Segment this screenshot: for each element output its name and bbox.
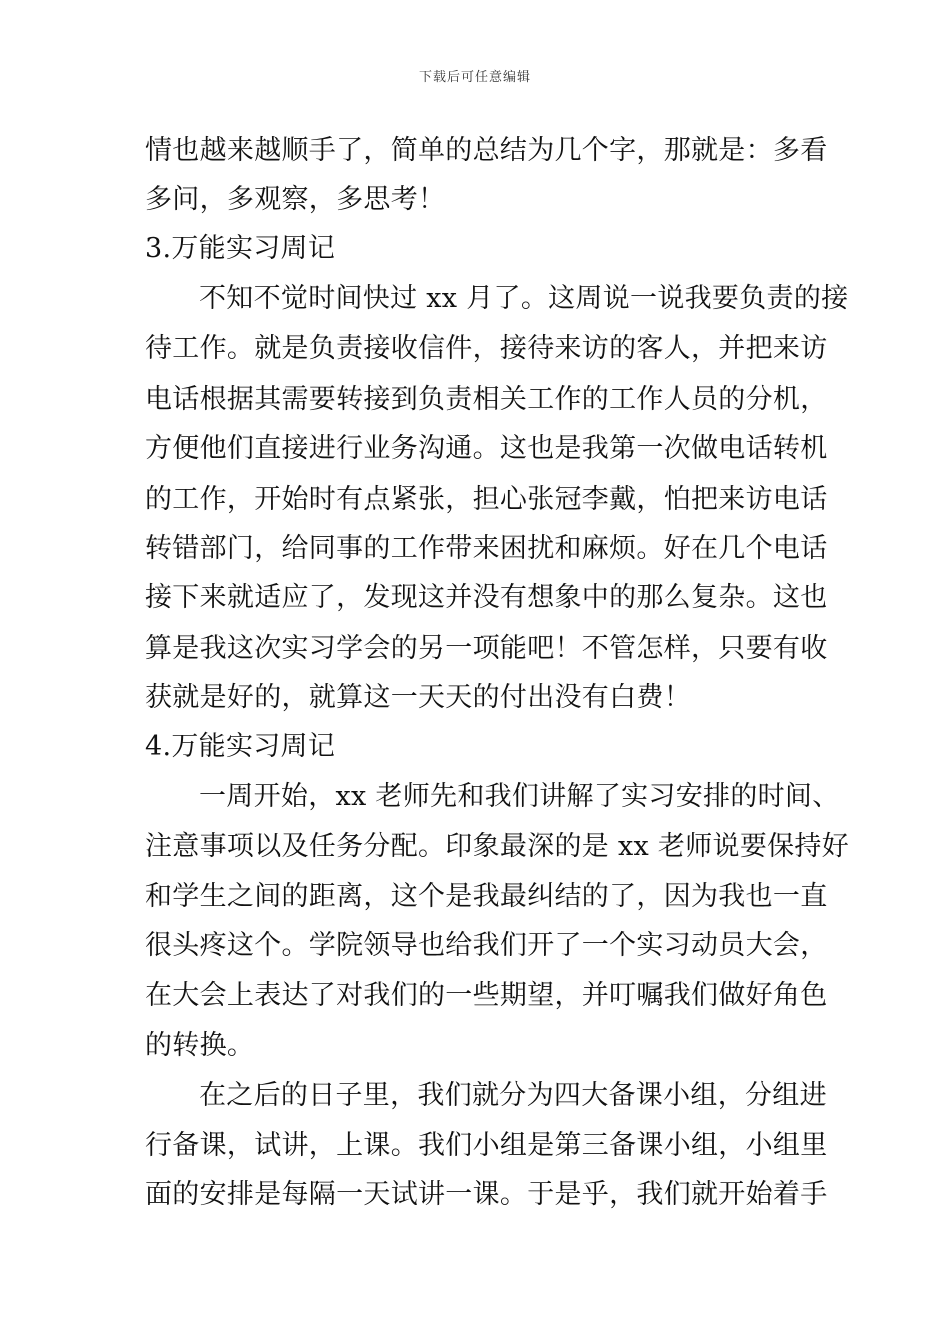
text-line: 接下来就适应了，发现这并没有想象中的那么复杂。这也 — [145, 582, 828, 613]
text-line: 注意事项以及任务分配。印象最深的是 xx 老师说要保持好 — [145, 831, 850, 862]
text-line: 获就是好的，就算这一天天的付出没有白费！ — [145, 682, 691, 713]
text-line: 不知不觉时间快过 xx 月了。这周说一说我要负责的接 — [199, 283, 849, 314]
text-line: 很头疼这个。学院领导也给我们开了一个实习动员大会， — [145, 930, 828, 961]
text-line: 面的安排是每隔一天试讲一课。于是乎，我们就开始着手 — [145, 1179, 828, 1210]
text-line: 一周开始，xx 老师先和我们讲解了实习安排的时间、 — [199, 781, 840, 812]
text-line: 在之后的日子里，我们就分为四大备课小组，分组进 — [199, 1080, 827, 1111]
text-line: 在大会上表达了对我们的一些期望，并叮嘱我们做好角色 — [145, 980, 828, 1011]
text-line: 转错部门，给同事的工作带来困扰和麻烦。好在几个电话 — [145, 533, 828, 564]
section-heading: 4.万能实习周记 — [145, 731, 336, 762]
text-line: 算是我这次实习学会的另一项能吧！不管怎样，只要有收 — [145, 633, 828, 664]
text-line: 行备课，试讲，上课。我们小组是第三备课小组，小组里 — [145, 1130, 828, 1161]
page-header: 下载后可任意编辑 — [418, 70, 531, 85]
text-line: 和学生之间的距离，这个是我最纠结的了，因为我也一直 — [145, 881, 828, 912]
text-line: 情也越来越顺手了，简单的总结为几个字，那就是：多看 — [145, 135, 828, 166]
text-line: 的转换。 — [145, 1030, 255, 1061]
section-heading: 3.万能实习周记 — [145, 233, 336, 264]
text-line: 方便他们直接进行业务沟通。这也是我第一次做电话转机 — [145, 433, 828, 464]
text-line: 多问，多观察，多思考！ — [145, 184, 446, 215]
text-line: 的工作，开始时有点紧张，担心张冠李戴，怕把来访电话 — [145, 484, 828, 515]
text-line: 待工作。就是负责接收信件，接待来访的客人，并把来访 — [145, 333, 828, 364]
text-line: 电话根据其需要转接到负责相关工作的工作人员的分机， — [145, 384, 828, 415]
